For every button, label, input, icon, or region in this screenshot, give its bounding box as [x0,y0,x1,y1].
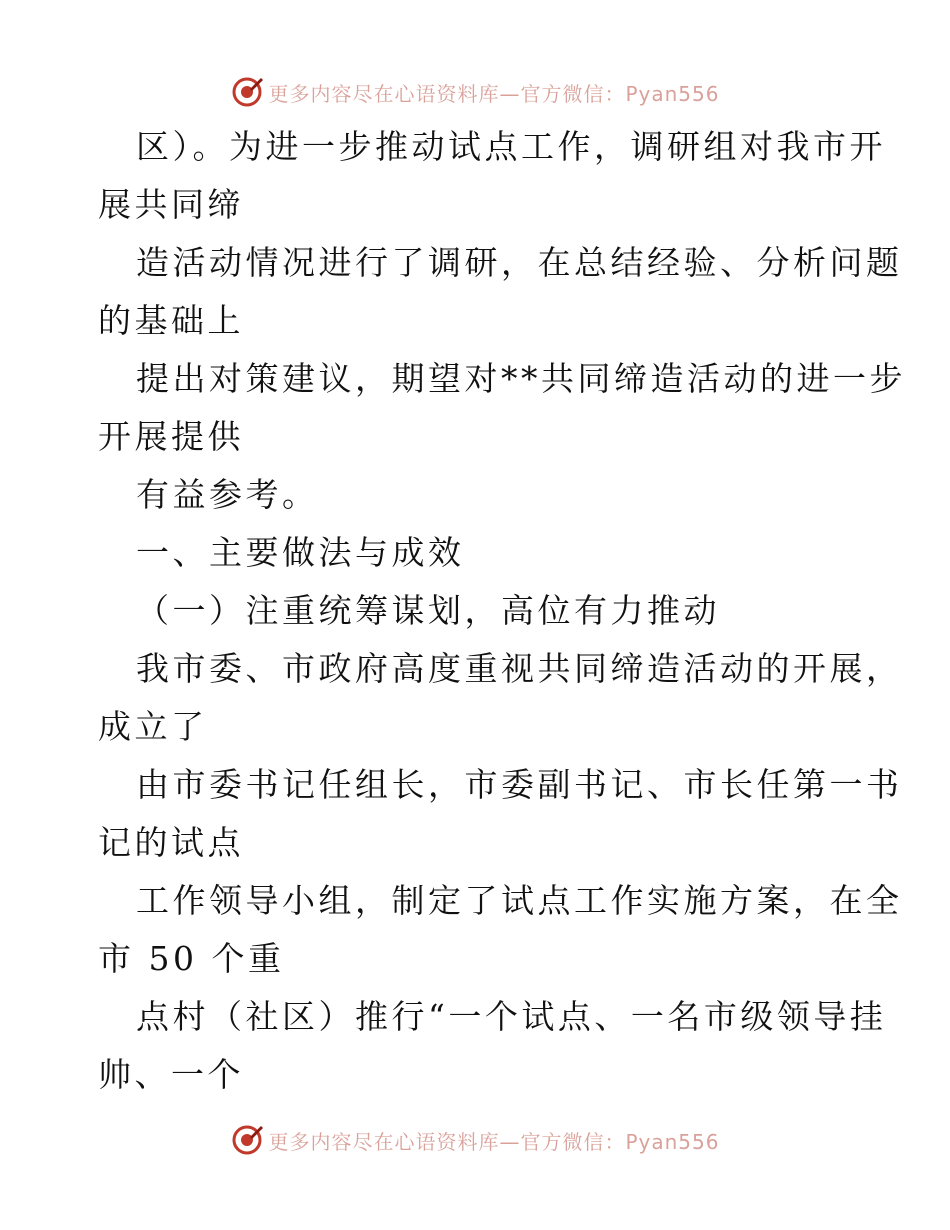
text-line: 帅、一个 [98,1055,244,1094]
pen-seal-icon [230,75,264,109]
text-line: 造活动情况进行了调研，在总结经验、分析问题 [136,243,903,282]
text-line: 我市委、市政府高度重视共同缔造活动的开展， [136,649,903,688]
text-line: 有益参考。 [136,475,319,514]
watermark-footer [0,1120,950,1160]
text-line: 成立了 [98,707,208,746]
text-line: 区）。为进一步推动试点工作，调研组对我市开 [136,127,886,166]
pen-seal-icon [230,1123,264,1157]
text-line: 记的试点 [98,823,244,862]
text-line: 点村（社区）推行“一个试点、一名市级领导挂 [136,997,887,1036]
watermark-header [0,72,950,112]
document-body [98,118,906,1104]
text-line: 工作领导小组，制定了试点工作实施方案，在全 [136,881,903,920]
watermark-text: 更多内容尽在心语资料库—官方微信：Pyan556 [268,81,720,106]
text-line: 的基础上 [98,301,244,340]
text-line: 开展提供 [98,417,244,456]
text-line: （一）注重统筹谋划，高位有力推动 [136,591,720,630]
text-line: 由市委书记任组长，市委副书记、市长任第一书 [136,765,903,804]
text-line: 市 50 个重 [98,939,285,978]
text-line: 一、主要做法与成效 [136,533,465,572]
text-line: 提出对策建议，期望对**共同缔造活动的进一步 [136,359,906,398]
watermark-text: 更多内容尽在心语资料库—官方微信：Pyan556 [268,1129,720,1154]
text-line: 展共同缔 [98,185,244,224]
